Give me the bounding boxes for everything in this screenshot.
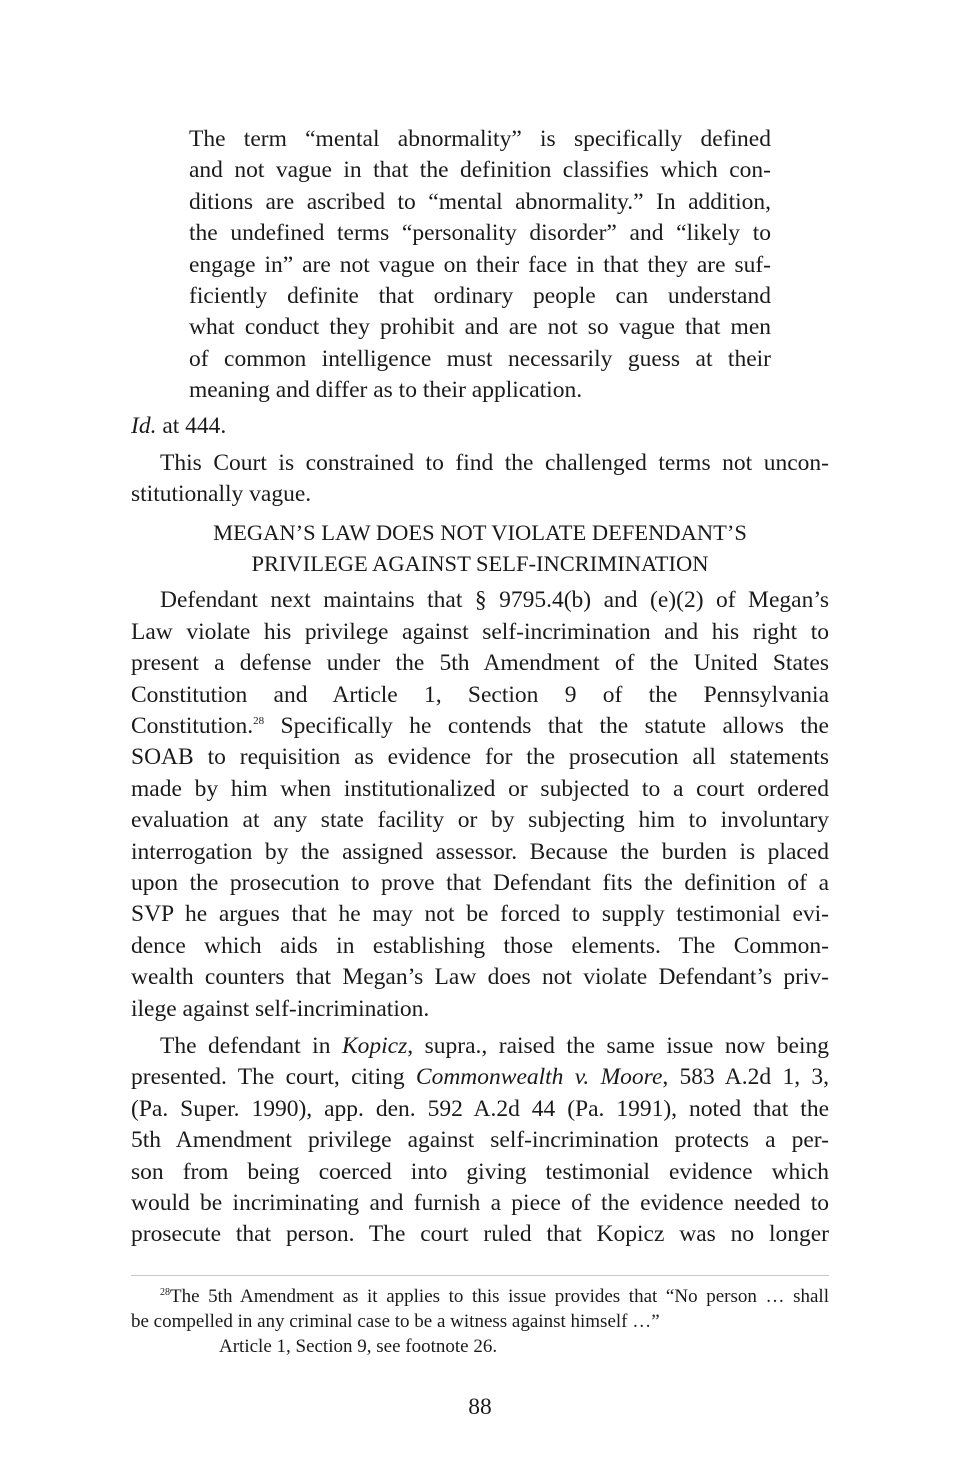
- paragraph-line: This Court is constrained to find the challenged terms not uncon-: [160, 449, 829, 476]
- line-text: presented. The court, citing: [131, 1064, 416, 1091]
- paragraph-defendant-argument: [131, 585, 829, 1024]
- paragraph-line: 5th Amendment privilege against self-incrimination protects a per-: [131, 1127, 829, 1154]
- case-name-moore: Commonwealth v. Moore: [415, 1064, 663, 1091]
- footnote-text: The 5th Amendment as it applies to this issue provides that “No person … shall: [170, 1286, 829, 1307]
- paragraph-line: made by him when institutionalized or subjected to a court ordered: [131, 775, 829, 802]
- paragraph-kopicz: [131, 1031, 829, 1251]
- paragraph-line: SVP he argues that he may not be forced to supply testimonial evi-: [131, 901, 829, 928]
- line-text: , supra., raised the same issue now being: [407, 1032, 830, 1059]
- footnotes: [131, 1284, 829, 1359]
- paragraph-line: interrogation by the assigned assessor. Because the burden is placed: [131, 838, 829, 865]
- page-body: [131, 124, 829, 1251]
- quote-line: ficiently definite that ordinary people can understand: [189, 282, 771, 309]
- paragraph-line: Law violate his privilege against self-incrimination and his right to: [131, 618, 829, 645]
- note-line-start: Constitution.: [131, 713, 254, 740]
- note-line-end: Specifically he contends that the statute allows the: [264, 713, 829, 740]
- quote-line: of common intelligence must necessarily guess at their: [189, 345, 771, 372]
- citation-id: Id.: [131, 412, 157, 439]
- paragraph-line: present a defense under the 5th Amendment of the United States: [131, 650, 829, 677]
- paragraph-line: evaluation at any state facility or by subjecting him to involuntary: [131, 807, 829, 834]
- quote-line: the undefined terms “personality disorder” and “likely to: [189, 220, 771, 247]
- heading-line: PRIVILEGE AGAINST SELF-INCRIMINATION: [251, 551, 709, 577]
- citation-page: at 444.: [156, 412, 227, 439]
- quote-line: The term “mental abnormality” is specifically defined: [189, 126, 771, 152]
- paragraph-line: Constitution and Article 1, Section 9 of the Pennsylvania: [131, 681, 829, 708]
- paragraph-line: Defendant next maintains that § 9795.4(b) and (e)(2) of Megan’s: [160, 587, 829, 614]
- paragraph-line: [131, 1031, 829, 1062]
- paragraph-line: [131, 1062, 829, 1093]
- paragraph-line: (Pa. Super. 1990), app. den. 592 A.2d 44 (Pa. 1991), noted that the: [131, 1095, 829, 1122]
- line-text: , 583 A.2d 1, 3,: [662, 1064, 829, 1091]
- quote-line: what conduct they prohibit and are not so vague that men: [189, 314, 771, 341]
- quote-citation: [131, 411, 829, 442]
- footnote-line: be compelled in any criminal case to be a witness against himself …”: [131, 1311, 660, 1332]
- line-text: The defendant in: [160, 1032, 342, 1059]
- paragraph-line: prosecute that person. The court ruled that Kopicz was no longer: [131, 1221, 829, 1248]
- quote-line: engage in” are not vague on their face in that they are suf-: [189, 251, 771, 278]
- block-quote: [131, 124, 829, 407]
- paragraph-line: [131, 711, 829, 742]
- paragraph-line: stitutionally vague.: [131, 481, 312, 508]
- paragraph-line: SOAB to requisition as evidence for the prosecution all statements: [131, 744, 829, 771]
- paragraph-line: son from being coerced into giving testimonial evidence which: [131, 1158, 829, 1185]
- footnote-divider: [131, 1275, 829, 1276]
- paragraph-conclusion: [131, 448, 829, 511]
- paragraph-line: would be incriminating and furnish a piece of the evidence needed to: [131, 1189, 829, 1216]
- heading-line: MEGAN’S LAW DOES NOT VIOLATE DEFENDANT’S: [213, 519, 747, 545]
- footnote-line: [131, 1284, 829, 1309]
- quote-line: and not vague in that the definition classifies which con-: [189, 157, 771, 184]
- page-number: 88: [468, 1394, 492, 1420]
- paragraph-line: upon the prosecution to prove that Defendant fits the definition of a: [131, 869, 829, 896]
- case-name-kopicz: Kopicz: [341, 1032, 408, 1059]
- paragraph-line: dence which aids in establishing those elements. The Common-: [131, 932, 829, 959]
- footnote-reference[interactable]: 28: [253, 715, 265, 728]
- paragraph-line: wealth counters that Megan’s Law does not violate Defendant’s priv-: [131, 964, 829, 991]
- section-heading: [131, 517, 829, 580]
- footnote-marker: 28: [160, 1287, 170, 1298]
- quote-line: meaning and differ as to their application.: [189, 377, 583, 404]
- quote-line: ditions are ascribed to “mental abnormality.” In addition,: [189, 188, 771, 215]
- footnote-line: Article 1, Section 9, see footnote 26.: [219, 1336, 498, 1357]
- paragraph-line: ilege against self-incrimination.: [131, 995, 430, 1022]
